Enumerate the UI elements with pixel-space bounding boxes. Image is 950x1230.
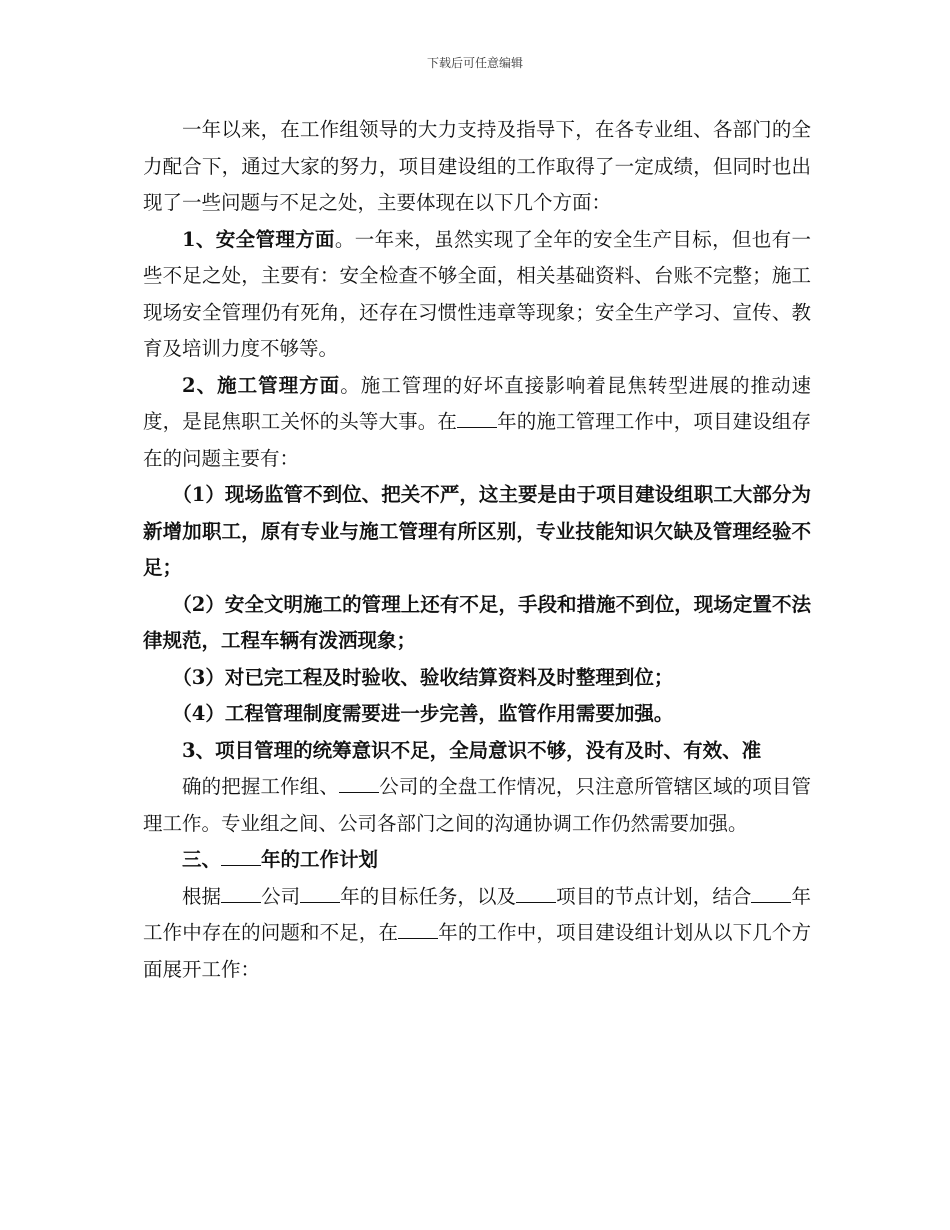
plan-text-f: 年的工作中，项目建设组计划从以下几个方面展开工作： xyxy=(143,921,811,981)
coordination-text-b: 公司的全盘工作情况，只注意所管辖区域的项目管理工作。专业组之间、公司各部门之间的沟通协调工作仍然需要加强。 xyxy=(143,775,811,835)
blank-line xyxy=(300,882,340,903)
issue-item-1: （1）现场监管不到位、把关不严，这主要是由于项目建设组职工大部分为新增加职工，原有专业与施工管理有所区别，专业技能知识欠缺及管理经验不足； xyxy=(143,483,811,579)
plan-text-a: 根据 xyxy=(182,884,222,908)
blank-line xyxy=(398,919,438,940)
blank-line xyxy=(221,882,261,903)
plan-text-d: 项目的节点计划，结合 xyxy=(556,884,752,908)
section-number: 三、 xyxy=(182,848,222,871)
paragraph-construction-management xyxy=(143,368,811,478)
section-title: 年的工作计划 xyxy=(261,848,379,871)
plan-text-b: 公司 xyxy=(261,884,301,908)
paragraph-safety-management xyxy=(143,222,811,368)
construction-management-heading: 2、施工管理方面 xyxy=(182,373,341,397)
construction-management-text-b: 年的施工管理工作中，项目建设组存在的问题主要有： xyxy=(143,410,811,470)
blank-line xyxy=(516,882,556,903)
safety-management-text: 。一年来，虽然实现了全年的安全生产目标，但也有一些不足之处，主要有：安全检查不够全面，相关基础资料、台账不完整；施工现场安全管理仍有死角，还存在习惯性违章等现象；安全生产学习、宣传、教育及培训力度不够等。 xyxy=(143,227,811,360)
issue-item-3: （3）对已完工程及时验收、验收结算资料及时整理到位； xyxy=(172,665,674,689)
section-work-plan-heading xyxy=(143,842,811,879)
plan-text-e: 年工作中存在的问题和不足，在 xyxy=(143,884,811,944)
blank-line xyxy=(221,846,261,867)
blank-line xyxy=(751,882,791,903)
construction-management-text-a: 。施工管理的好坏直接影响着昆焦转型进展的推动速度，是昆焦职工关怀的头等大事。在 xyxy=(143,373,811,433)
plan-text-c: 年的目标任务，以及 xyxy=(340,884,517,908)
document-body xyxy=(143,112,811,988)
paragraph-project-coordination-continued xyxy=(143,769,811,842)
safety-management-heading: 1、安全管理方面 xyxy=(182,227,335,251)
page-header: 下载后可任意编辑 xyxy=(426,56,523,70)
intro-paragraph: 一年以来，在工作组领导的大力支持及指导下，在各专业组、各部门的全力配合下，通过大家的努力，项目建设组的工作取得了一定成绩，但同时也出现了一些问题与不足之处，主要体现在以下几个方面： xyxy=(143,118,811,214)
coordination-text-a: 确的把握工作组、 xyxy=(182,775,340,798)
paragraph-project-coordination: 3、项目管理的统筹意识不足，全局意识不够，没有及时、有效、准 xyxy=(182,738,762,762)
blank-line xyxy=(457,408,497,429)
blank-line xyxy=(339,773,379,794)
issue-item-4: （4）工程管理制度需要进一步完善，监管作用需要加强。 xyxy=(172,702,674,725)
paragraph-work-plan xyxy=(143,879,811,989)
issue-item-2: （2）安全文明施工的管理上还有不足，手段和措施不到位，现场定置不法律规范，工程车辆有泼洒现象； xyxy=(143,592,811,652)
